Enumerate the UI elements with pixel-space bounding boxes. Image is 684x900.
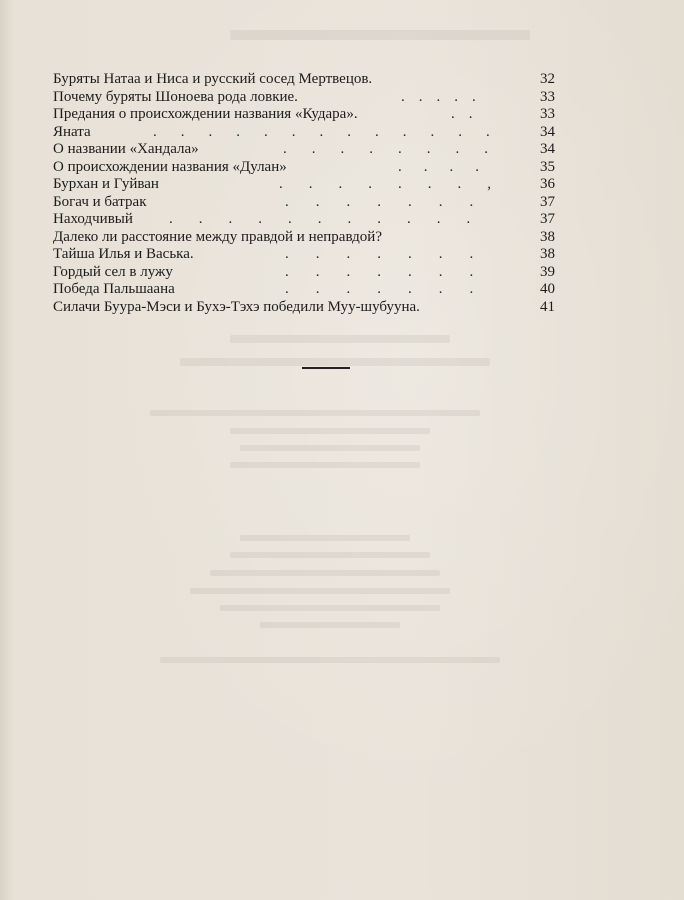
show-through-block-1	[150, 410, 480, 416]
show-through-block-7	[210, 570, 440, 576]
toc-entry-page: 33	[540, 88, 555, 105]
toc-entry-page: 32	[540, 71, 555, 87]
toc-entry-title: Яната	[53, 123, 91, 140]
toc-entry	[53, 194, 555, 212]
show-through-top	[230, 30, 530, 40]
toc-entry-page: 37	[540, 211, 555, 227]
toc-entry	[53, 176, 555, 194]
toc-entry-title: Бурхан и Гуйван	[53, 176, 159, 192]
toc-entry-leader: ....	[398, 158, 501, 175]
show-through-block-3	[240, 445, 420, 451]
toc-entry-page: 39	[540, 263, 555, 280]
toc-entry	[53, 106, 555, 124]
toc-entry-leader: .......	[285, 246, 501, 262]
show-through-block-10	[260, 622, 400, 628]
toc-entry-leader: ........	[283, 141, 513, 157]
toc-entry-page: 41	[540, 298, 555, 315]
toc-entry-leader: ...........	[169, 211, 497, 227]
toc-entry-title: Победа Пальшаана	[53, 281, 175, 297]
show-through-block-11	[160, 657, 500, 663]
toc-entry-leader: .......	[285, 263, 501, 280]
toc-entry	[53, 89, 555, 107]
show-through-block-4	[230, 462, 420, 468]
show-through-heading-2	[180, 358, 490, 366]
toc-entry-title: Почему буряты Шоноева рода ловкие.	[53, 88, 298, 105]
toc-entry-leader: ..	[451, 106, 487, 122]
toc-entry-page: 38	[540, 246, 555, 262]
toc-entry-title: Буряты Натаа и Ниса и русский сосед Мертвецов.	[53, 71, 373, 87]
toc-entry	[53, 141, 555, 159]
toc-entry-title: Силачи Буура-Мэси и Бухэ-Тэхэ победили Муу-шубууна.	[53, 298, 420, 315]
toc-entry-leader: .......,	[279, 176, 517, 192]
toc-entry-title: О названии «Хандала»	[53, 141, 199, 157]
show-through-block-2	[230, 428, 430, 434]
toc-entry-title: Богач и батрак	[53, 193, 147, 210]
toc-entry-title: Гордый сел в лужу	[53, 263, 173, 280]
toc-entry-page: 34	[540, 141, 555, 157]
toc-entry	[53, 211, 555, 229]
show-through-block-9	[220, 605, 440, 611]
show-through-block-6	[230, 552, 430, 558]
toc-entry-page: 40	[540, 281, 555, 297]
toc-entry	[53, 299, 555, 317]
toc-entry	[53, 159, 555, 177]
toc-entry-page: 37	[540, 193, 555, 210]
toc-entry	[53, 246, 555, 264]
toc-entry	[53, 124, 555, 142]
toc-entry	[53, 71, 555, 89]
toc-entry	[53, 264, 555, 282]
toc-entry-page: 36	[540, 176, 555, 192]
show-through-block-8	[190, 588, 450, 594]
toc-entry-title: Далеко ли расстояние между правдой и неправдой?	[53, 228, 382, 245]
toc-entry-title: О происхождении названия «Дулан»	[53, 158, 287, 175]
toc-entry-title: Тайша Илья и Васька.	[53, 246, 194, 262]
show-through-heading	[230, 335, 450, 343]
toc-entry-page: 34	[540, 123, 555, 140]
section-divider	[302, 367, 350, 369]
toc-entry-leader: .....	[401, 88, 490, 105]
toc-entry-page: 38	[540, 228, 555, 245]
toc-entry-leader: .......	[285, 281, 501, 297]
toc-entry	[53, 281, 555, 299]
toc-entry-page: 35	[540, 158, 555, 175]
table-of-contents	[53, 71, 555, 316]
toc-entry-leader: .............	[153, 123, 514, 140]
toc-entry	[53, 229, 555, 247]
toc-entry-page: 33	[540, 106, 555, 122]
show-through-block-5	[240, 535, 410, 541]
toc-entry-title: Предания о происхождении названия «Кудара».	[53, 106, 358, 122]
toc-entry-title: Находчивый	[53, 211, 133, 227]
toc-entry-leader: .......	[285, 193, 501, 210]
